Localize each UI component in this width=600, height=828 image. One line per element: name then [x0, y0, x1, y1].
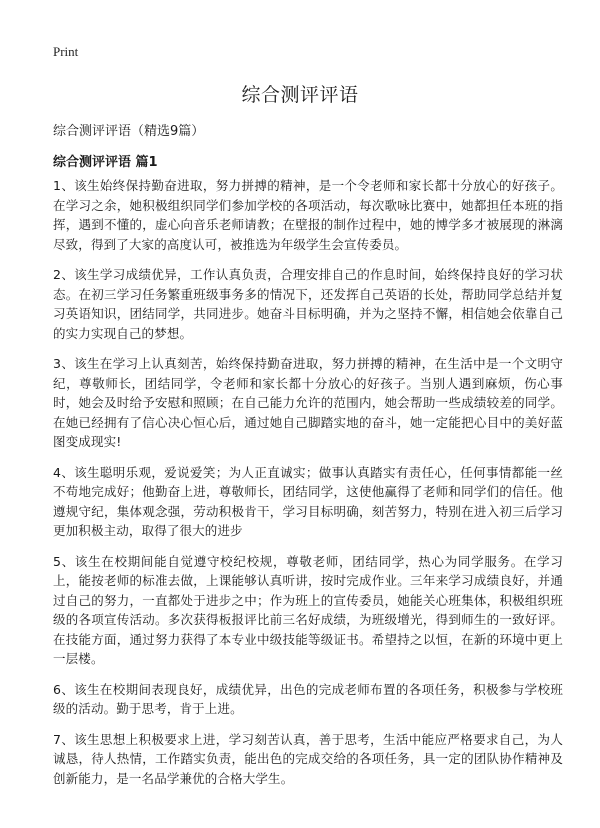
doc-subtitle: 综合测评评语（精选9篇）: [53, 124, 205, 139]
print-link[interactable]: Print: [53, 44, 79, 59]
paragraph: 3、该生在学习上认真刻苦，始终保持勤奋进取，努力拼搏的精神，在生活中是一个文明守纪，尊敬师长，团结同学，令老师和家长都十分放心的好孩子。当别人遇到麻烦，伤心事时，她会及时给予安慰和照顾；在自己能力允许的范围内，她会帮助一些成绩较差的同学。在她已经拥有了信心决心恒心后，通过她自己脚踏实地的奋斗，她一定能把心目中的美好蓝图变成现实!: [53, 356, 563, 449]
paragraph: 6、该生在校期间表现良好，成绩优异，出色的完成老师布置的各项任务，积极参与学校班级的活动。勤于思考，肯于上进。: [53, 681, 563, 716]
paragraph: 1、该生始终保持勤奋进取，努力拼搏的精神，是一个令老师和家长都十分放心的好孩子。在学习之余，她积极组织同学们参加学校的各项活动，每次歌咏比赛中，她都担任本班的指挥，遇到不懂的，虚心向音乐老师请教；在壁报的制作过程中，她的博学多才被展现的淋漓尽致，得到了大家的高度认可，被推选为年级学生会宣传委员。: [53, 178, 563, 252]
paragraph: 7、该生思想上积极要求上进，学习刻苦认真，善于思考，生活中能应严格要求自己，为人诚恳，待人热情，工作踏实负责，能出色的完成交给的各项任务，具一定的团队协作精神及创新能力，是一名品学兼优的合格大学生。: [53, 731, 563, 786]
paragraph: 4、该生聪明乐观，爱说爱笑；为人正直诚实；做事认真踏实有责任心，任何事情都能一丝不苟地完成好；他勤奋上进，尊敬师长，团结同学，这使他赢得了老师和同学们的信任。他遵规守纪，集体观念强，劳动积极肯干，学习目标明确，刻苦努力，特别在进入初三后学习更加积极主动，取得了很大的进步: [53, 464, 563, 538]
page-title: 综合测评评语: [241, 84, 359, 106]
paragraph: 2、该生学习成绩优异，工作认真负责，合理安排自己的作息时间，始终保持良好的学习状态。在初三学习任务繁重班级事务多的情况下，还发挥自己英语的长处，帮助同学总结并复习英语知识，团结同学，共同进步。她奋斗目标明确，并为之坚持不懈，相信她会依靠自己的实力实现自己的梦想。: [53, 267, 563, 341]
paragraph: 5、该生在校期间能自觉遵守校纪校规，尊敬老师，团结同学，热心为同学服务。在学习上，能按老师的标准去做，上课能够认真听讲，按时完成作业。三年来学习成绩良好，并通过自己的努力，一直都处于进步之中；作为班上的宣传委员，她能关心班集体，积极组织班级的各项宣传活动。多次获得板报评比前三名好成绩，为班级增光，得到师生的一致好评。在技能方面，通过努力获得了本专业中级技能等级证书。希望持之以恒，在新的环境中更上一层楼。: [53, 553, 563, 666]
section-heading: 综合测评评语 篇1: [53, 155, 158, 170]
article-body: [53, 176, 563, 799]
